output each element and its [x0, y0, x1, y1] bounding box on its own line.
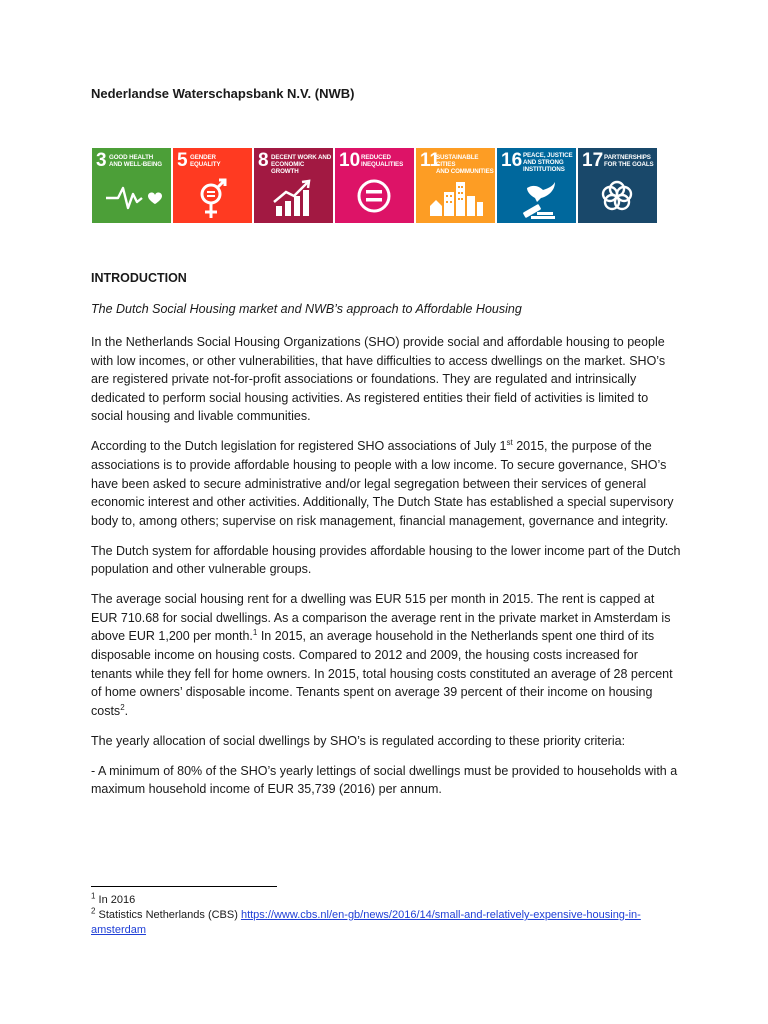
equal-sign-icon [335, 174, 414, 223]
sdg-16-tile [497, 148, 576, 223]
sdg-label: DECENT WORK AND ECONOMIC GROWTH [271, 154, 332, 175]
paragraph-2-text-b: 2015, the purpose of the associations is to provide affordable housing to people with a low income. To secure governance, SHO’s have been asked to secure administrative and/or legal segregation between their services of general economic interest and other activities. Additionally, The Dutch State has established a special supervisory body to, among others; supervise on risk management, financial management, governance and integrity. [91, 439, 674, 528]
footnote-text: In 2016 [95, 894, 136, 906]
paragraph-3: The Dutch system for affordable housing provides affordable housing to the lower income part of the Dutch population and other vulnerable groups. [91, 543, 681, 577]
footnote-mark: 1 [91, 891, 96, 901]
sdg-17-tile [578, 148, 657, 223]
sdg-3-tile [92, 148, 171, 223]
partnership-flower-icon [578, 174, 657, 223]
body-text [91, 333, 681, 810]
footnote-mark: 2 [91, 906, 96, 916]
paragraph-6: - A minimum of 80% of the SHO’s yearly lettings of social dwellings must be provided to households with a maximum household income of EUR 35,739 (2016) per annum. [91, 763, 678, 797]
sdg-number: 11 [420, 150, 441, 171]
paragraph-2-text-a: According to the Dutch legislation for registered SHO associations of July 1 [91, 439, 507, 454]
sdg-5-tile [173, 148, 252, 223]
sdg-number: 3 [96, 150, 107, 171]
footnote-ref-1: 1 [252, 628, 258, 638]
sdg-number: 8 [258, 150, 269, 171]
sdg-label: PEACE, JUSTICE AND STRONG INSTITUTIONS [523, 152, 573, 173]
sdg-icon-row [92, 148, 657, 223]
section-heading: INTRODUCTION [91, 271, 187, 285]
paragraph-4-end: . [124, 703, 129, 718]
section-subtitle: The Dutch Social Housing market and NWB’s approach to Affordable Housing [91, 302, 522, 316]
footnote-divider [91, 886, 277, 887]
sdg-8-tile [254, 148, 333, 223]
sdg-number: 10 [339, 150, 361, 171]
paragraph-5: The yearly allocation of social dwellings by SHO’s is regulated according to these priority criteria: [91, 733, 626, 748]
sdg-label: PARTNERSHIPS FOR THE GOALS [604, 154, 654, 168]
sdg-10-tile [335, 148, 414, 223]
paragraph-2 [91, 437, 681, 530]
sdg-number: 16 [501, 150, 523, 171]
paragraph-1: In the Netherlands Social Housing Organizations (SHO) provide social and affordable housing to people with low incomes, or other vulnerabilities, that have difficulties to access dwellings on the market. SHO’s are registered private not-for-profit associations or foundations. They are regulated and intrinsically dedicated to perform social housing activities. As registered entities their field of activities is limited to social housing and livable communities. [91, 335, 666, 424]
ordinal-superscript: st [506, 438, 513, 448]
city-buildings-icon [416, 174, 495, 223]
growth-chart-icon [254, 174, 333, 223]
sdg-number: 5 [177, 150, 188, 171]
sdg-11-tile [416, 148, 495, 223]
sdg-label: GOOD HEALTH AND WELL-BEING [109, 154, 162, 168]
paragraph-4-text-a: The average social housing rent for a dwelling was EUR 515 per month in 2015. The rent is capped at EUR 710.68 for social dwellings. As a comparison the average rent in the private market in Amsterdam is above EUR 1,200 per month. [91, 592, 671, 644]
gender-equality-icon [173, 174, 252, 223]
footnotes [91, 893, 681, 938]
paragraph-4-text-b: In 2015, an average household in the Netherlands spent one third of its disposable income on housing costs. Compared to 2012 and 2009, the housing costs increased for tenants while they fell for home owners. In 2015, total housing costs constituted an average of 28 percent of home owners’ disposable income. Tenants spent on average 39 percent of their income on housing costs [91, 629, 673, 718]
organization-name: Nederlandse Waterschapsbank N.V. (NWB) [91, 86, 355, 101]
sdg-label: REDUCED INEQUALITIES [361, 154, 404, 168]
dove-gavel-icon [497, 174, 576, 223]
sdg-label: GENDER EQUALITY [190, 154, 221, 168]
footnote-link[interactable]: https://www.cbs.nl/en-gb/news/2016/14/small-and-relatively-expensive-housing-in-amsterdam [91, 909, 641, 936]
sdg-number: 17 [582, 150, 604, 171]
heartbeat-icon [92, 174, 171, 223]
paragraph-4 [91, 590, 681, 720]
footnote-1 [91, 893, 681, 908]
footnote-ref-2: 2 [120, 702, 125, 712]
sdg-label: SUSTAINABLE CITIES AND COMMUNITIES [436, 154, 494, 175]
footnote-text: Statistics Netherlands (CBS) [95, 909, 241, 921]
footnote-2 [91, 908, 681, 938]
